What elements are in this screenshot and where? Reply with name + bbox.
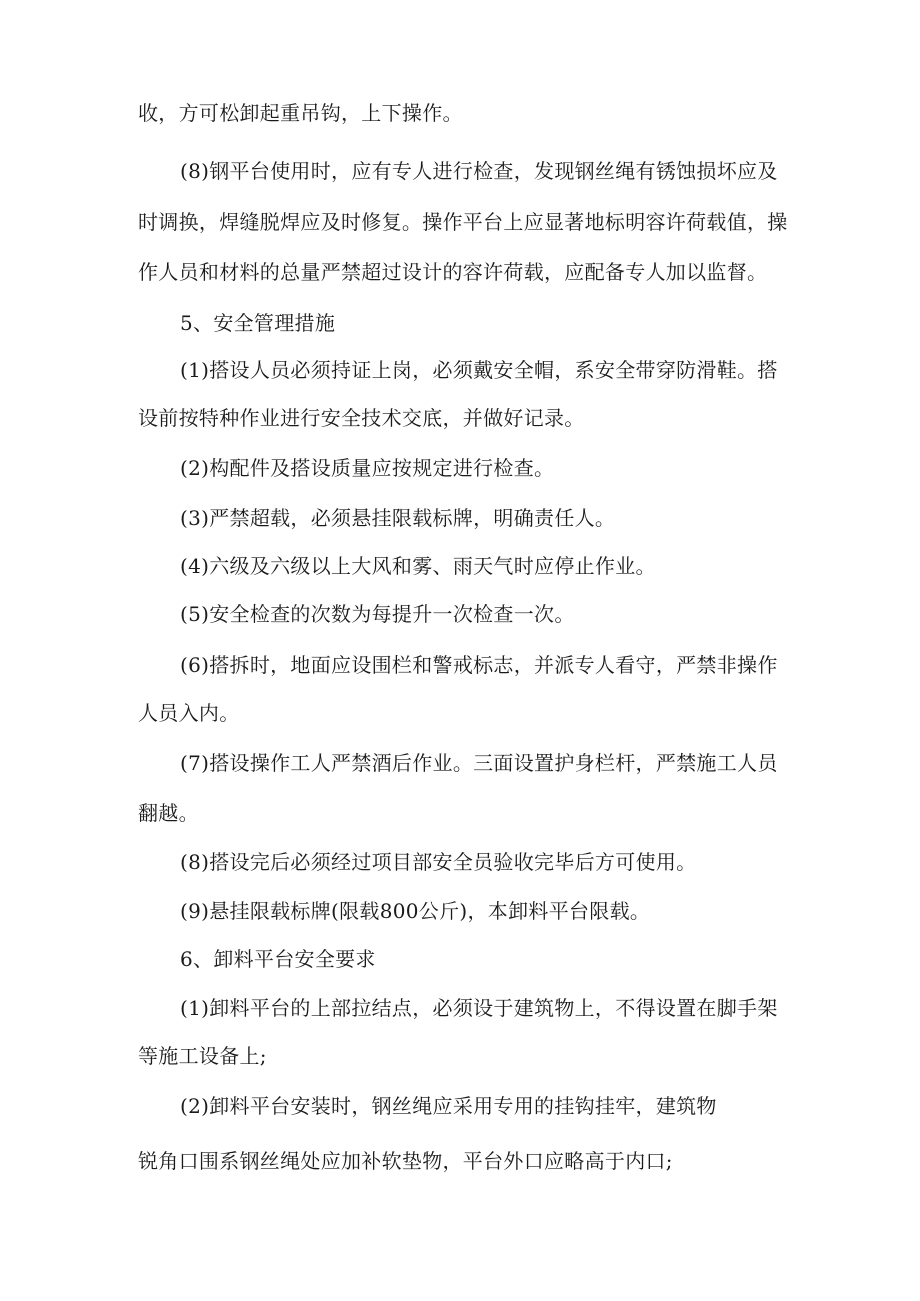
text-line: (9)悬挂限载标牌(限载800公斤)，本卸料平台限载。	[180, 899, 651, 923]
text-line: (2)卸料平台安装时，钢丝绳应采用专用的挂钩挂牢，建筑物	[180, 1094, 717, 1118]
text-line: (1)卸料平台的上部拉结点，必须设于建筑物上，不得设置在脚手架	[180, 996, 778, 1020]
text-line: 设前按特种作业进行安全技术交底，并做好记录。	[138, 406, 585, 430]
text-line: (6)搭拆时，地面应设围栏和警戒标志，并派专人看守，严禁非操作	[180, 653, 778, 677]
text-line: (1)搭设人员必须持证上岗，必须戴安全帽，系安全带穿防滑鞋。搭	[180, 358, 778, 382]
text-line: 等施工设备上;	[138, 1044, 267, 1068]
text-line: 锐角口围系钢丝绳处应加补软垫物，平台外口应略高于内口;	[138, 1149, 673, 1173]
text-line: (5)安全检查的次数为每提升一次检查一次。	[180, 602, 575, 626]
text-line: 时调换，焊缝脱焊应及时修复。操作平台上应显著地标明容许荷载值，操	[138, 210, 788, 234]
text-line: (3)严禁超载，必须悬挂限载标牌，明确责任人。	[180, 506, 616, 530]
text-line: (4)六级及六级以上大风和雾、雨天气时应停止作业。	[180, 554, 656, 578]
section-heading: 5、安全管理措施	[180, 311, 336, 335]
text-line: (8)钢平台使用时，应有专人进行检查，发现钢丝绳有锈蚀损坏应及	[180, 159, 778, 183]
text-line: (2)构配件及搭设质量应按规定进行检查。	[180, 456, 555, 480]
text-line: (8)搭设完后必须经过项目部安全员验收完毕后方可使用。	[180, 850, 697, 874]
text-line: 人员入内。	[138, 701, 240, 725]
text-line: (7)搭设操作工人严禁酒后作业。三面设置护身栏杆，严禁施工人员	[180, 751, 778, 775]
text-line: 收，方可松卸起重吊钩，上下操作。	[138, 101, 463, 125]
text-line: 翻越。	[138, 801, 199, 825]
section-heading: 6、卸料平台安全要求	[180, 947, 376, 971]
text-line: 作人员和材料的总量严禁超过设计的容许荷载，应配备专人加以监督。	[138, 260, 768, 284]
